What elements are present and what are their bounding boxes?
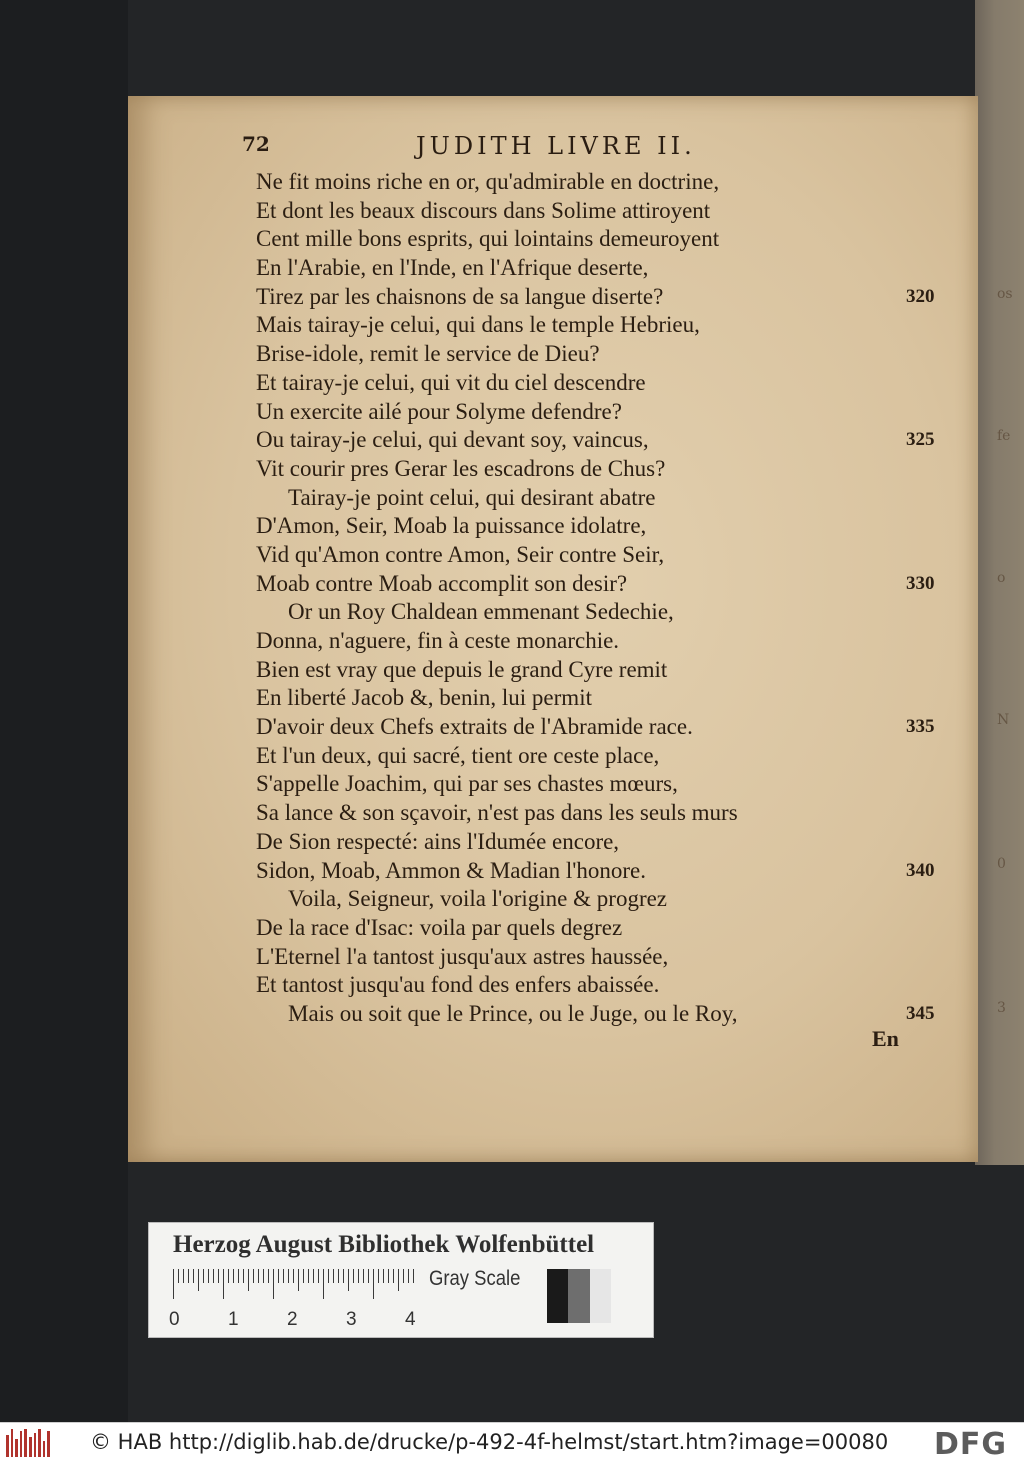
logo-bar [15,1439,18,1457]
ruler-digit: 2 [287,1309,298,1330]
verse-line [256,742,976,771]
verse-line [256,455,976,484]
facing-page-fragment: os [997,286,1013,302]
ruler-digit: 0 [169,1309,180,1330]
verse-line-text: Bien est vray que depuis le grand Cyre remit [256,656,668,682]
verse-line-text: Et l'un deux, qui sacré, tient ore ceste place, [256,742,660,768]
ruler-tick [228,1269,229,1283]
verse-line [256,225,976,254]
ruler-digit: 4 [405,1309,416,1330]
ruler-tick [193,1269,194,1283]
verse-line-text: Et tantost jusqu'au fond des enfers abaissée. [256,972,660,998]
verse-line [256,971,976,1000]
verse-line-text: Mais tairay-je celui, qui dans le temple Hebrieu, [256,312,700,338]
verse-line-text: Vit courir pres Gerar les escadrons de Chus? [256,455,666,481]
logo-bar [38,1429,41,1457]
ruler-tick [233,1269,234,1283]
verse-line-text: Brise-idole, remit le service de Dieu? [256,341,600,367]
verse-line-text: Ne fit moins riche en or, qu'admirable en doctrine, [256,169,720,194]
facing-page-edge [975,0,1024,1165]
verse-line [256,197,976,226]
verse-line [256,168,976,197]
ruler-tick [198,1269,199,1291]
facing-page-fragment: N [997,712,1010,728]
ruler-tick [253,1269,254,1283]
logo-bar [20,1431,23,1457]
verse-line [256,770,976,799]
logo-bar [24,1429,27,1457]
verse-line-text: Tirez par les chaisnons de sa langue diserte? [256,283,664,309]
verse-line [256,311,976,340]
ruler-tick [258,1269,259,1283]
verse-line-text: Ou tairay-je celui, qui devant soy, vaincus, [256,427,649,453]
verse-line [256,885,976,914]
verse-line-text: Sidon, Moab, Ammon & Madian l'honore. [256,857,647,883]
ruler-tick [383,1269,384,1283]
ruler-tick [288,1269,289,1283]
verse-line-text: L'Eternel l'a tantost jusqu'aux astres haussée, [256,943,669,969]
verse-line-text: Moab contre Moab accomplit son desir? [256,570,628,596]
ruler-tick [183,1269,184,1283]
ruler-tick [378,1269,379,1283]
ruler-tick [398,1269,399,1291]
ruler-tick [358,1269,359,1283]
ruler-tick [278,1269,279,1283]
verse-line-text: D'avoir deux Chefs extraits de l'Abramide race. [256,714,693,740]
ruler-tick [268,1269,269,1283]
ruler-tick [318,1269,319,1283]
gray-patch [547,1269,568,1323]
facing-page-fragment: fe [997,428,1011,444]
verse-line-text: D'Amon, Seir, Moab la puissance idolatre, [256,513,647,539]
verse-line-text: De Sion respecté: ains l'Idumée encore, [256,828,620,854]
gray-patch [590,1269,611,1323]
ruler-tick [303,1269,304,1283]
ruler-digit: 3 [346,1309,357,1330]
facing-page-fragment: 0 [997,856,1006,872]
ruler-tick [298,1269,299,1291]
verse-line [256,684,976,713]
verse-line [256,369,976,398]
verse-line [256,914,976,943]
line-number: 345 [906,1002,935,1024]
ruler-tick [348,1269,349,1291]
ruler-tick [273,1269,274,1299]
credit-url[interactable]: © HAB http://diglib.hab.de/drucke/p-492-4f-helmst/start.htm?image=00080 [90,1430,889,1454]
ruler-tick [293,1269,294,1283]
scan-border-left [0,0,128,1422]
verse-line-text: Et tairay-je celui, qui vit du ciel descendre [256,369,646,395]
verse-line-text: Un exercite ailé pour Solyme defendre? [256,398,622,424]
hab-barcode-logo-icon[interactable] [6,1429,50,1457]
ruler-digit: 1 [228,1309,239,1330]
gray-patches [547,1269,611,1323]
ruler-tick [173,1269,174,1299]
running-title: JUDITH LIVRE II. [416,132,696,160]
verse-line [256,799,976,828]
logo-bar [34,1433,37,1457]
book-page [128,96,978,1162]
ruler-tick [178,1269,179,1283]
ruler-tick [248,1269,249,1291]
facing-page-fragment: 3 [997,1000,1006,1016]
ruler-tick [413,1269,414,1283]
ruler-tick [388,1269,389,1283]
logo-bar [43,1441,46,1457]
verse-line-text: Et dont les beaux discours dans Solime attiroyent [256,197,711,223]
verse-line-text: Or un Roy Chaldean emmenant Sedechie, [288,599,674,625]
verse-line-text: En liberté Jacob &, benin, lui permit [256,685,592,711]
verse-line-text: Vid qu'Amon contre Amon, Seir contre Seir, [256,541,665,567]
ruler-tick [323,1269,324,1299]
verse-line [256,828,976,857]
line-number: 335 [906,716,935,738]
verse-line-text: De la race d'Isac: voila par quels degrez [256,914,623,940]
verse-line [256,627,976,656]
verse-line-text: Tairay-je point celui, qui desirant abatre [288,484,656,510]
ruler-tick [403,1269,404,1283]
verse-line [256,512,976,541]
verse-line-text: Cent mille bons esprits, qui lointains demeuroyent [256,226,720,252]
verse-line-text: Sa lance & son sçavoir, n'est pas dans les seuls murs [256,800,738,826]
catchword: En [872,1026,899,1051]
ruler-tick [373,1269,374,1299]
ruler-tick [213,1269,214,1283]
line-number: 325 [906,429,935,451]
verse-line-text: En l'Arabie, en l'Inde, en l'Afrique deserte, [256,255,649,281]
ruler-tick [238,1269,239,1283]
gray-patch [568,1269,589,1323]
ruler-tick [313,1269,314,1283]
verse-line [256,541,976,570]
verse-line-text: Voila, Seigneur, voila l'origine & progrez [288,886,668,912]
verse-line [256,254,976,283]
verse-line [256,340,976,369]
ruler-tick [203,1269,204,1283]
ruler-tick [283,1269,284,1283]
ruler-tick [393,1269,394,1283]
line-number: 340 [906,859,935,881]
ruler-tick [338,1269,339,1283]
verse-line [256,1000,976,1029]
ruler-tick [328,1269,329,1283]
page-number: 72 [242,132,270,156]
ruler-tick [263,1269,264,1283]
ruler-tick [218,1269,219,1283]
verse-line [256,283,976,312]
ruler-tick [343,1269,344,1283]
ruler-tick [408,1269,409,1283]
verse-line [256,398,976,427]
ruler-tick [243,1269,244,1283]
ruler-tick [188,1269,189,1283]
ruler-tick [368,1269,369,1283]
verse-line [256,484,976,513]
scale-ruler [169,1269,417,1330]
logo-bar [11,1429,14,1457]
verse-line-text: Mais ou soit que le Prince, ou le Juge, ou le Roy, [288,1000,738,1026]
verse-line [256,713,976,742]
ruler-tick [363,1269,364,1283]
line-number: 320 [906,285,935,307]
logo-bar [6,1435,9,1457]
ruler-tick [223,1269,224,1299]
color-calibration-bar [148,1222,654,1338]
ruler-tick [208,1269,209,1283]
verse-text [256,168,976,1029]
dfg-logo[interactable]: DFG [934,1427,1008,1462]
verse-line-text: S'appelle Joachim, qui par ses chastes mœurs, [256,771,678,797]
ruler-tick [333,1269,334,1283]
verse-line [256,943,976,972]
viewer-footer [0,1422,1024,1463]
library-name: Herzog August Bibliothek Wolfenbüttel [173,1231,595,1258]
verse-line [256,426,976,455]
gray-scale-label: Gray Scale [429,1267,521,1290]
line-number: 330 [906,572,935,594]
verse-line [256,656,976,685]
verse-line [256,570,976,599]
verse-line [256,598,976,627]
verse-line-text: Donna, n'aguere, fin à ceste monarchie. [256,628,620,653]
page-header [128,132,978,162]
logo-bar [47,1431,50,1457]
facing-page-fragment: o [997,570,1006,586]
logo-bar [29,1437,32,1457]
ruler-tick [353,1269,354,1283]
verse-line [256,857,976,886]
ruler-tick [308,1269,309,1283]
